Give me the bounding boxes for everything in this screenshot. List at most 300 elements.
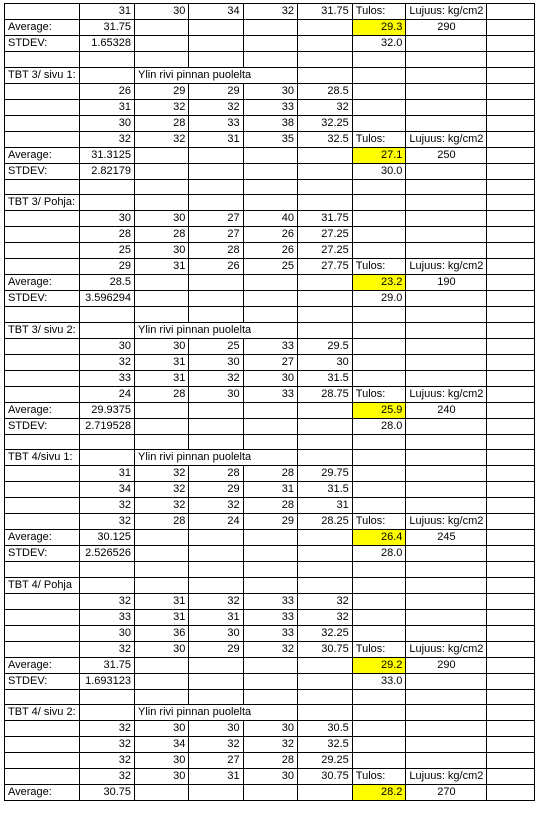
cell-label[interactable]: TBT 4/sivu 1: — [5, 450, 80, 466]
cell-m3[interactable] — [189, 36, 243, 52]
cell-label[interactable] — [5, 99, 80, 115]
cell-label[interactable]: STDEV: — [5, 163, 80, 179]
cell-m3[interactable]: 26 — [189, 259, 243, 275]
cell-result[interactable] — [352, 99, 406, 115]
cell-mean[interactable]: 29.5 — [298, 338, 353, 354]
cell-m3[interactable] — [189, 291, 243, 307]
cell-strength[interactable] — [406, 546, 487, 562]
cell-m4[interactable]: 33 — [243, 593, 297, 609]
cell-label[interactable]: STDEV: — [5, 291, 80, 307]
cell-mean[interactable] — [298, 275, 353, 291]
cell-label[interactable]: Average: — [5, 530, 80, 546]
cell-m3[interactable]: 28 — [189, 466, 243, 482]
cell-m4[interactable]: 28 — [243, 498, 297, 514]
cell-m2[interactable] — [135, 163, 189, 179]
cell-strength[interactable] — [406, 705, 487, 721]
cell-extra[interactable] — [487, 466, 535, 482]
cell-label[interactable]: TBT 4/ sivu 2: — [5, 705, 80, 721]
cell-label[interactable]: STDEV: — [5, 418, 80, 434]
cell-mean[interactable]: 32 — [298, 593, 353, 609]
cell-m2[interactable]: 28 — [135, 227, 189, 243]
cell-m2[interactable]: 31 — [135, 370, 189, 386]
cell-result[interactable]: 28.0 — [352, 546, 406, 562]
cell-m2[interactable] — [135, 657, 189, 673]
cell-label[interactable] — [5, 179, 80, 195]
cell-m1[interactable]: 28 — [79, 227, 134, 243]
cell-strength[interactable] — [406, 354, 487, 370]
cell-mean[interactable] — [298, 530, 353, 546]
cell-m1[interactable] — [79, 322, 134, 338]
cell-extra[interactable] — [487, 434, 535, 450]
cell-strength[interactable] — [406, 115, 487, 131]
cell-m4[interactable]: 33 — [243, 338, 297, 354]
cell-m1[interactable]: 25 — [79, 243, 134, 259]
cell-m3[interactable] — [189, 657, 243, 673]
cell-m4[interactable]: 32 — [243, 641, 297, 657]
cell-extra[interactable] — [487, 243, 535, 259]
cell-extra[interactable] — [487, 227, 535, 243]
cell-m1[interactable]: 32 — [79, 721, 134, 737]
cell-result[interactable]: 33.0 — [352, 673, 406, 689]
cell-mean[interactable] — [298, 20, 353, 36]
cell-m2[interactable]: 28 — [135, 115, 189, 131]
cell-mean[interactable]: 32.25 — [298, 625, 353, 641]
cell-result[interactable] — [352, 370, 406, 386]
cell-mean[interactable]: 31.5 — [298, 482, 353, 498]
cell-m1[interactable]: 31 — [79, 466, 134, 482]
cell-m3[interactable]: 29 — [189, 482, 243, 498]
cell-m1[interactable]: 32 — [79, 514, 134, 530]
cell-m1[interactable]: 3.596294 — [79, 291, 134, 307]
cell-m3[interactable] — [189, 20, 243, 36]
cell-m4[interactable]: 28 — [243, 466, 297, 482]
cell-extra[interactable] — [487, 705, 535, 721]
cell-m3[interactable]: 30 — [189, 625, 243, 641]
cell-result[interactable]: 29.2 — [352, 657, 406, 673]
cell-extra[interactable] — [487, 577, 535, 593]
cell-m2[interactable] — [135, 52, 189, 68]
cell-label[interactable] — [5, 466, 80, 482]
cell-m2[interactable] — [135, 147, 189, 163]
cell-strength[interactable] — [406, 721, 487, 737]
cell-label[interactable]: STDEV: — [5, 673, 80, 689]
cell-strength[interactable] — [406, 625, 487, 641]
cell-extra[interactable] — [487, 593, 535, 609]
cell-m1[interactable]: 31.75 — [79, 20, 134, 36]
cell-result[interactable] — [352, 227, 406, 243]
cell-m4[interactable]: 32 — [243, 4, 297, 20]
cell-result[interactable] — [352, 243, 406, 259]
cell-label[interactable]: TBT 3/ sivu 2: — [5, 322, 80, 338]
cell-extra[interactable] — [487, 179, 535, 195]
cell-m4[interactable]: 30 — [243, 370, 297, 386]
cell-mean[interactable] — [298, 163, 353, 179]
cell-label[interactable]: STDEV: — [5, 546, 80, 562]
cell-strength[interactable]: 245 — [406, 530, 487, 546]
cell-m2[interactable]: 30 — [135, 641, 189, 657]
cell-m1[interactable]: 30 — [79, 625, 134, 641]
cell-m3[interactable]: 29 — [189, 83, 243, 99]
cell-extra[interactable] — [487, 785, 535, 801]
cell-extra[interactable] — [487, 163, 535, 179]
cell-m1[interactable]: 34 — [79, 482, 134, 498]
cell-label[interactable] — [5, 434, 80, 450]
cell-mean[interactable] — [298, 195, 353, 211]
cell-strength[interactable]: Lujuus: kg/cm2 — [406, 386, 487, 402]
cell-m1[interactable]: 33 — [79, 370, 134, 386]
cell-extra[interactable] — [487, 36, 535, 52]
cell-m1[interactable] — [79, 450, 134, 466]
cell-result[interactable] — [352, 705, 406, 721]
cell-m1[interactable]: 32 — [79, 641, 134, 657]
cell-m3[interactable] — [189, 195, 243, 211]
cell-m2[interactable]: 31 — [135, 593, 189, 609]
cell-m3[interactable] — [189, 418, 243, 434]
cell-extra[interactable] — [487, 99, 535, 115]
cell-mean[interactable]: 32.25 — [298, 115, 353, 131]
cell-extra[interactable] — [487, 4, 535, 20]
cell-mean[interactable]: 28.75 — [298, 386, 353, 402]
cell-m2[interactable]: 28 — [135, 514, 189, 530]
cell-m1[interactable]: 30.125 — [79, 530, 134, 546]
cell-result[interactable]: Tulos: — [352, 259, 406, 275]
cell-label[interactable] — [5, 52, 80, 68]
cell-extra[interactable] — [487, 354, 535, 370]
cell-result[interactable] — [352, 721, 406, 737]
cell-label[interactable]: TBT 3/ Pohja: — [5, 195, 80, 211]
cell-m3[interactable] — [189, 275, 243, 291]
cell-strength[interactable]: Lujuus: kg/cm2 — [406, 514, 487, 530]
cell-m1[interactable]: 33 — [79, 609, 134, 625]
cell-result[interactable] — [352, 625, 406, 641]
cell-m2[interactable] — [135, 36, 189, 52]
cell-label[interactable]: STDEV: — [5, 36, 80, 52]
cell-mean[interactable] — [298, 562, 353, 578]
cell-m4[interactable]: 29 — [243, 514, 297, 530]
cell-m1[interactable]: 1.693123 — [79, 673, 134, 689]
cell-m3[interactable] — [189, 577, 243, 593]
cell-m2[interactable] — [135, 577, 189, 593]
cell-extra[interactable] — [487, 689, 535, 705]
cell-result[interactable] — [352, 434, 406, 450]
cell-label[interactable] — [5, 514, 80, 530]
cell-m4[interactable] — [243, 577, 297, 593]
cell-extra[interactable] — [487, 418, 535, 434]
cell-m2[interactable] — [135, 275, 189, 291]
cell-m2[interactable]: 32 — [135, 482, 189, 498]
cell-m2[interactable] — [135, 291, 189, 307]
cell-extra[interactable] — [487, 498, 535, 514]
cell-m3[interactable] — [189, 402, 243, 418]
cell-m3[interactable]: 27 — [189, 753, 243, 769]
cell-label[interactable] — [5, 769, 80, 785]
cell-strength[interactable] — [406, 370, 487, 386]
cell-m4[interactable]: 40 — [243, 211, 297, 227]
cell-mean[interactable] — [298, 434, 353, 450]
cell-m4[interactable] — [243, 546, 297, 562]
cell-extra[interactable] — [487, 291, 535, 307]
cell-mean[interactable] — [298, 402, 353, 418]
cell-mean[interactable]: 27.25 — [298, 243, 353, 259]
cell-m1[interactable]: 26 — [79, 83, 134, 99]
cell-strength[interactable] — [406, 227, 487, 243]
cell-m4[interactable] — [243, 673, 297, 689]
cell-extra[interactable] — [487, 259, 535, 275]
cell-m2[interactable]: 30 — [135, 753, 189, 769]
cell-m3[interactable] — [189, 689, 243, 705]
cell-m4[interactable] — [243, 562, 297, 578]
cell-label[interactable] — [5, 259, 80, 275]
cell-strength[interactable] — [406, 689, 487, 705]
cell-m4[interactable]: 31 — [243, 482, 297, 498]
cell-m2[interactable] — [135, 434, 189, 450]
cell-mean[interactable]: 32.5 — [298, 131, 353, 147]
cell-m2[interactable]: 30 — [135, 769, 189, 785]
cell-strength[interactable]: Lujuus: kg/cm2 — [406, 259, 487, 275]
cell-m3[interactable] — [189, 163, 243, 179]
cell-mean[interactable] — [298, 322, 353, 338]
cell-m2[interactable]: Ylin rivi pinnan puolelta — [135, 705, 298, 721]
cell-mean[interactable]: 30.75 — [298, 641, 353, 657]
cell-m1[interactable] — [79, 434, 134, 450]
cell-mean[interactable] — [298, 291, 353, 307]
cell-mean[interactable] — [298, 689, 353, 705]
cell-m1[interactable]: 31.75 — [79, 657, 134, 673]
cell-label[interactable] — [5, 4, 80, 20]
cell-strength[interactable]: Lujuus: kg/cm2 — [406, 131, 487, 147]
cell-m3[interactable]: 29 — [189, 641, 243, 657]
cell-mean[interactable]: 32.5 — [298, 737, 353, 753]
cell-m2[interactable]: 36 — [135, 625, 189, 641]
cell-m2[interactable] — [135, 562, 189, 578]
cell-result[interactable]: Tulos: — [352, 131, 406, 147]
cell-m1[interactable]: 31 — [79, 4, 134, 20]
cell-m3[interactable]: 30 — [189, 354, 243, 370]
cell-m4[interactable] — [243, 530, 297, 546]
cell-m4[interactable]: 33 — [243, 386, 297, 402]
cell-strength[interactable] — [406, 450, 487, 466]
cell-strength[interactable] — [406, 211, 487, 227]
cell-strength[interactable]: Lujuus: kg/cm2 — [406, 641, 487, 657]
cell-m3[interactable]: 32 — [189, 593, 243, 609]
cell-mean[interactable] — [298, 785, 353, 801]
cell-m1[interactable]: 32 — [79, 498, 134, 514]
cell-label[interactable] — [5, 83, 80, 99]
cell-extra[interactable] — [487, 673, 535, 689]
cell-result[interactable] — [352, 52, 406, 68]
cell-m1[interactable]: 2.526526 — [79, 546, 134, 562]
cell-strength[interactable] — [406, 673, 487, 689]
cell-m1[interactable]: 32 — [79, 753, 134, 769]
cell-mean[interactable] — [298, 577, 353, 593]
cell-mean[interactable]: 31.75 — [298, 211, 353, 227]
cell-extra[interactable] — [487, 450, 535, 466]
cell-m4[interactable]: 32 — [243, 737, 297, 753]
cell-extra[interactable] — [487, 338, 535, 354]
cell-extra[interactable] — [487, 211, 535, 227]
cell-m3[interactable]: 31 — [189, 131, 243, 147]
cell-m4[interactable]: 30 — [243, 769, 297, 785]
cell-result[interactable] — [352, 450, 406, 466]
cell-m3[interactable]: 31 — [189, 769, 243, 785]
cell-m1[interactable]: 32 — [79, 354, 134, 370]
cell-m3[interactable]: 24 — [189, 514, 243, 530]
cell-m3[interactable]: 32 — [189, 737, 243, 753]
cell-m2[interactable] — [135, 673, 189, 689]
cell-extra[interactable] — [487, 530, 535, 546]
cell-m1[interactable]: 32 — [79, 593, 134, 609]
cell-label[interactable] — [5, 338, 80, 354]
cell-m4[interactable] — [243, 307, 297, 323]
cell-mean[interactable] — [298, 418, 353, 434]
cell-m3[interactable] — [189, 785, 243, 801]
cell-extra[interactable] — [487, 721, 535, 737]
cell-m1[interactable] — [79, 52, 134, 68]
cell-m1[interactable]: 30 — [79, 115, 134, 131]
cell-m3[interactable] — [189, 562, 243, 578]
cell-extra[interactable] — [487, 562, 535, 578]
cell-extra[interactable] — [487, 275, 535, 291]
cell-mean[interactable]: 32 — [298, 99, 353, 115]
cell-m3[interactable] — [189, 307, 243, 323]
cell-m2[interactable]: 31 — [135, 354, 189, 370]
cell-mean[interactable]: 31.75 — [298, 4, 353, 20]
cell-m4[interactable] — [243, 402, 297, 418]
cell-m3[interactable]: 31 — [189, 609, 243, 625]
cell-m3[interactable]: 28 — [189, 243, 243, 259]
cell-m2[interactable]: 32 — [135, 498, 189, 514]
cell-m1[interactable]: 29 — [79, 259, 134, 275]
cell-m2[interactable] — [135, 307, 189, 323]
cell-m4[interactable] — [243, 418, 297, 434]
cell-mean[interactable]: 28.25 — [298, 514, 353, 530]
cell-label[interactable]: TBT 3/ sivu 1: — [5, 67, 80, 83]
cell-extra[interactable] — [487, 370, 535, 386]
cell-m2[interactable] — [135, 530, 189, 546]
cell-m4[interactable] — [243, 434, 297, 450]
cell-m3[interactable]: 34 — [189, 4, 243, 20]
cell-extra[interactable] — [487, 753, 535, 769]
cell-strength[interactable] — [406, 83, 487, 99]
cell-m2[interactable]: 32 — [135, 466, 189, 482]
cell-strength[interactable] — [406, 482, 487, 498]
cell-m1[interactable]: 31.3125 — [79, 147, 134, 163]
cell-m2[interactable]: 30 — [135, 338, 189, 354]
cell-strength[interactable] — [406, 195, 487, 211]
cell-result[interactable]: 32.0 — [352, 36, 406, 52]
cell-m2[interactable]: 30 — [135, 243, 189, 259]
cell-mean[interactable]: 32 — [298, 609, 353, 625]
cell-strength[interactable]: 290 — [406, 657, 487, 673]
cell-extra[interactable] — [487, 402, 535, 418]
cell-result[interactable]: 30.0 — [352, 163, 406, 179]
cell-m1[interactable] — [79, 179, 134, 195]
cell-label[interactable] — [5, 115, 80, 131]
cell-m4[interactable]: 25 — [243, 259, 297, 275]
cell-m2[interactable] — [135, 546, 189, 562]
cell-strength[interactable] — [406, 291, 487, 307]
cell-extra[interactable] — [487, 20, 535, 36]
cell-m4[interactable]: 30 — [243, 83, 297, 99]
cell-m4[interactable] — [243, 52, 297, 68]
cell-strength[interactable] — [406, 593, 487, 609]
cell-result[interactable]: 23.2 — [352, 275, 406, 291]
cell-m3[interactable]: 30 — [189, 721, 243, 737]
cell-label[interactable] — [5, 689, 80, 705]
cell-result[interactable]: 28.0 — [352, 418, 406, 434]
cell-extra[interactable] — [487, 67, 535, 83]
cell-m3[interactable]: 33 — [189, 115, 243, 131]
cell-extra[interactable] — [487, 147, 535, 163]
cell-m4[interactable]: 33 — [243, 609, 297, 625]
cell-m1[interactable]: 28.5 — [79, 275, 134, 291]
cell-m1[interactable] — [79, 562, 134, 578]
cell-extra[interactable] — [487, 307, 535, 323]
cell-m2[interactable]: Ylin rivi pinnan puolelta — [135, 450, 298, 466]
cell-strength[interactable]: Lujuus: kg/cm2 — [406, 4, 487, 20]
cell-strength[interactable]: Lujuus: kg/cm2 — [406, 769, 487, 785]
cell-m3[interactable]: 25 — [189, 338, 243, 354]
cell-m2[interactable]: 31 — [135, 609, 189, 625]
cell-result[interactable]: 28.2 — [352, 785, 406, 801]
cell-m1[interactable]: 32 — [79, 737, 134, 753]
cell-result[interactable]: 27.1 — [352, 147, 406, 163]
cell-m4[interactable] — [243, 179, 297, 195]
cell-label[interactable] — [5, 211, 80, 227]
cell-m2[interactable]: 31 — [135, 259, 189, 275]
cell-result[interactable] — [352, 307, 406, 323]
cell-m3[interactable] — [189, 673, 243, 689]
cell-m4[interactable]: 35 — [243, 131, 297, 147]
cell-result[interactable] — [352, 498, 406, 514]
cell-m3[interactable] — [189, 530, 243, 546]
cell-strength[interactable]: 250 — [406, 147, 487, 163]
cell-result[interactable]: Tulos: — [352, 4, 406, 20]
cell-strength[interactable] — [406, 338, 487, 354]
cell-result[interactable]: Tulos: — [352, 769, 406, 785]
cell-label[interactable] — [5, 641, 80, 657]
cell-m1[interactable]: 31 — [79, 99, 134, 115]
cell-strength[interactable] — [406, 36, 487, 52]
cell-label[interactable] — [5, 227, 80, 243]
cell-m1[interactable] — [79, 307, 134, 323]
cell-label[interactable] — [5, 593, 80, 609]
cell-extra[interactable] — [487, 641, 535, 657]
cell-m2[interactable] — [135, 418, 189, 434]
cell-mean[interactable] — [298, 179, 353, 195]
cell-label[interactable] — [5, 753, 80, 769]
cell-m4[interactable]: 26 — [243, 227, 297, 243]
cell-extra[interactable] — [487, 657, 535, 673]
cell-label[interactable] — [5, 131, 80, 147]
cell-mean[interactable] — [298, 36, 353, 52]
cell-m4[interactable] — [243, 291, 297, 307]
cell-mean[interactable]: 27.75 — [298, 259, 353, 275]
cell-result[interactable] — [352, 322, 406, 338]
cell-m3[interactable]: 27 — [189, 227, 243, 243]
cell-label[interactable] — [5, 354, 80, 370]
cell-m3[interactable]: 27 — [189, 211, 243, 227]
cell-strength[interactable] — [406, 418, 487, 434]
cell-result[interactable] — [352, 753, 406, 769]
cell-extra[interactable] — [487, 52, 535, 68]
cell-m2[interactable]: 30 — [135, 4, 189, 20]
cell-extra[interactable] — [487, 386, 535, 402]
cell-mean[interactable] — [298, 546, 353, 562]
cell-result[interactable] — [352, 689, 406, 705]
cell-m3[interactable] — [189, 52, 243, 68]
cell-m4[interactable]: 30 — [243, 721, 297, 737]
